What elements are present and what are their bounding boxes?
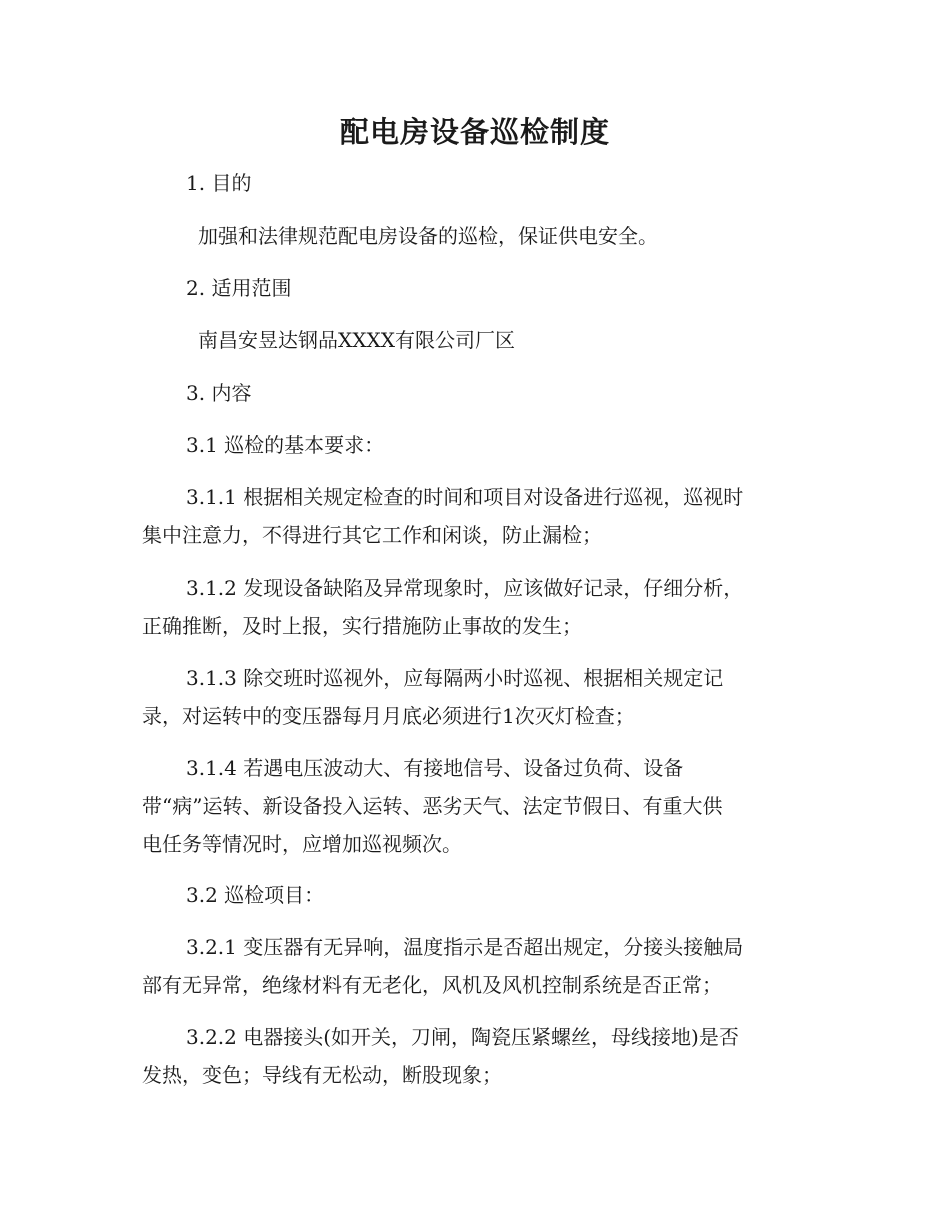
section-3-1-heading: 3.1 巡检的基本要求： [186,433,385,457]
paragraph-line: 发热，变色；导线有无松动，断股现象； [142,1063,502,1087]
paragraph-line: 3.1.4 若遇电压波动大、有接地信号、设备过负荷、设备 [186,756,684,780]
document-title: 配电房设备巡检制度 [339,115,610,149]
section-3-heading: 3. 内容 [186,381,252,405]
paragraph-3-1-2 [142,569,806,645]
section-3-2-heading: 3.2 巡检项目： [186,883,325,907]
paragraph-line: 正确推断，及时上报，实行措施防止事故的发生； [142,614,582,638]
section-1-body: 加强和法律规范配电房设备的巡检，保证供电安全。 [198,224,658,248]
paragraph-line: 3.1.2 发现设备缺陷及异常现象时，应该做好记录，仔细分析， [186,576,744,600]
paragraph-line: 3.2.2 电器接头(如开关，刀闸，陶瓷压紧螺丝，母线接地)是否 [186,1025,739,1049]
paragraph-line: 部有无异常，绝缘材料有无老化，风机及风机控制系统是否正常； [142,973,722,997]
paragraph-3-2-1 [142,928,806,1004]
paragraph-3-1-1 [142,478,806,554]
paragraph-3-1-3 [142,659,806,735]
paragraph-3-2-2 [142,1018,806,1094]
paragraph-line: 3.1.3 除交班时巡视外，应每隔两小时巡视、根据相关规定记 [186,666,724,690]
paragraph-line: 带“病”运转、新设备投入运转、恶劣天气、法定节假日、有重大供 [142,794,723,818]
paragraph-line: 电任务等情况时，应增加巡视频次。 [142,832,462,856]
paragraph-line: 录，对运转中的变压器每月月底必须进行1次灭灯检查； [142,704,635,728]
section-2-body: 南昌安昱达钢品XXXX有限公司厂区 [198,328,515,352]
section-2-heading: 2. 适用范围 [186,276,292,300]
paragraph-line: 集中注意力，不得进行其它工作和闲谈，防止漏检； [142,523,602,547]
paragraph-line: 3.1.1 根据相关规定检查的时间和项目对设备进行巡视，巡视时 [186,485,744,509]
section-1-heading: 1. 目的 [186,171,252,195]
paragraph-3-1-4 [142,749,806,863]
paragraph-line: 3.2.1 变压器有无异响，温度指示是否超出规定，分接头接触局 [186,935,744,959]
